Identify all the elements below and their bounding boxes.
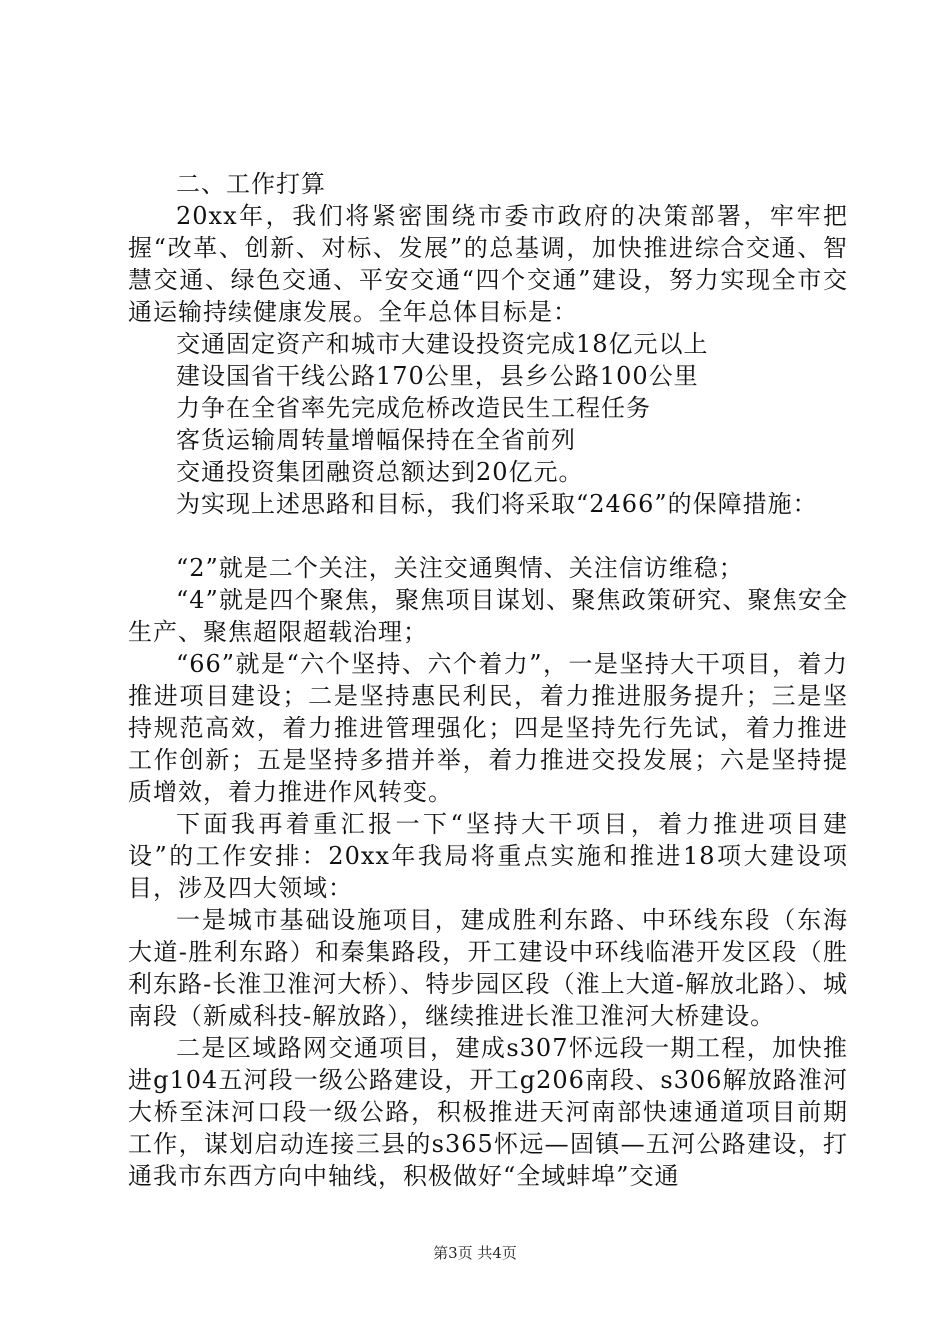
goal-item: 交通固定资产和城市大建设投资完成18亿元以上 (176, 330, 709, 358)
paragraph-projects-intro: 下面我再着重汇报一下“坚持大干项目，着力推进项目建设”的工作安排：20xx年我局将重点实施和推进18项大建设项目，涉及四大领域： (128, 810, 848, 902)
goal-item: 客货运输周转量增幅保持在全省前列 (176, 426, 576, 454)
paragraph-measure-2: “2”就是二个关注，关注交通舆情、关注信访维稳； (176, 554, 744, 582)
section-heading: 二、工作打算 (176, 170, 326, 198)
goal-item: 交通投资集团融资总额达到20亿元。 (176, 458, 584, 486)
document-body (128, 168, 848, 1192)
paragraph-urban-projects: 一是城市基础设施项目，建成胜利东路、中环线东段（东海大道-胜利东路）和秦集路段，开工建设中环线临港开发区段（胜利东路-长淮卫淮河大桥）、特步园区段（淮上大道-解放北路）、城南段（新威科技-解放路），继续推进长淮卫淮河大桥建设。 (128, 906, 848, 1030)
paragraph-intro: 20xx年，我们将紧密围绕市委市政府的决策部署，牢牢把握“改革、创新、对标、发展”的总基调，加快推进综合交通、智慧交通、绿色交通、平安交通“四个交通”建设，努力实现全市交通运输持续健康发展。全年总体目标是： (128, 202, 848, 326)
paragraph-regional-projects: 二是区域路网交通项目，建成s307怀远段一期工程，加快推进g104五河段一级公路建设，开工g206南段、s306解放路淮河大桥至沫河口段一级公路，积极推进天河南部快速通道项目前期工作，谋划启动连接三县的s365怀远—固镇—五河公路建设，打通我市东西方向中轴线，积极做好“全域蚌埠”交通 (128, 1034, 848, 1190)
paragraph-measures-intro: 为实现上述思路和目标，我们将采取“2466”的保障措施： (176, 490, 818, 518)
page-footer: 第3页 共4页 (433, 1244, 517, 1262)
goal-item: 建设国省干线公路170公里，县乡公路100公里 (176, 362, 699, 390)
paragraph-measure-4: “4”就是四个聚焦，聚焦项目谋划、聚焦政策研究、聚焦安全生产、聚焦超限超载治理； (128, 586, 848, 646)
goal-item: 力争在全省率先完成危桥改造民生工程任务 (176, 394, 651, 422)
paragraph-measure-66: “66”就是“六个坚持、六个着力”，一是坚持大干项目，着力推进项目建设；二是坚持惠民利民，着力推进服务提升；三是坚持规范高效，着力推进管理强化；四是坚持先行先试，着力推进工作创新；五是坚持多措并举，着力推进交投发展；六是坚持提质增效，着力推进作风转变。 (128, 650, 848, 806)
